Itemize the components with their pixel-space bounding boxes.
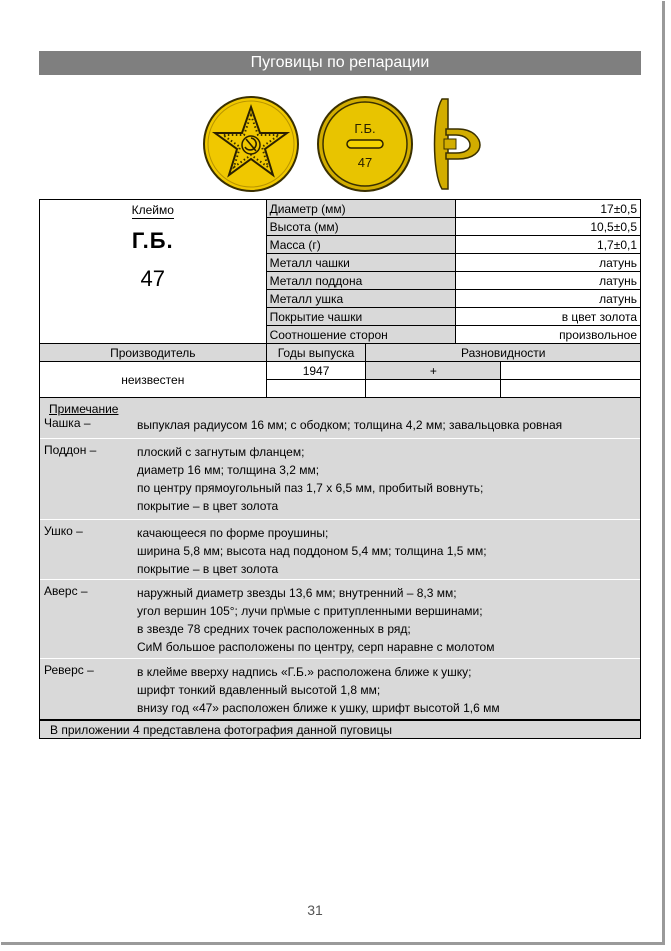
- spec-value: латунь: [456, 272, 641, 290]
- spec-value: латунь: [456, 290, 641, 308]
- notes-section: [39, 398, 641, 720]
- button-obverse-illustration: [201, 95, 303, 193]
- note-line: в клейме вверху надпись «Г.Б.» расположена ближе к ушку;: [137, 665, 472, 679]
- note-label: Чашка –: [44, 416, 91, 430]
- production-row: [40, 362, 641, 380]
- button-reverse-illustration: [317, 95, 415, 193]
- spec-name: Металл поддона: [266, 272, 456, 290]
- spec-value: 1,7±0,1: [456, 236, 641, 254]
- spec-name: Высота (мм): [266, 218, 456, 236]
- page-title: Пуговицы по репарации: [39, 51, 641, 75]
- spec-value: латунь: [456, 254, 641, 272]
- appendix-note: В приложении 4 представлена фотография данной пуговицы: [39, 720, 641, 739]
- empty-cell: [501, 380, 641, 398]
- note-lines: [137, 416, 562, 434]
- page-number: 31: [307, 902, 323, 918]
- note-obverse: [40, 579, 640, 658]
- note-lines: [137, 584, 494, 656]
- note-reverse: [40, 658, 640, 719]
- note-line: угол вершин 105°; лучи пр\мые с притупленными вершинами;: [137, 604, 483, 618]
- spec-name: Покрытие чашки: [266, 308, 456, 326]
- note-label: Ушко –: [44, 524, 83, 538]
- svg-text:47: 47: [357, 155, 373, 170]
- note-base: [40, 438, 640, 519]
- characteristics-table: [39, 199, 641, 398]
- spec-value: в цвет золота: [456, 308, 641, 326]
- notes-title: Примечание: [49, 402, 119, 416]
- mark-label: Клеймо: [131, 203, 174, 217]
- note-line: покрытие – в цвет золота: [137, 499, 279, 513]
- spec-name: Металл чашки: [266, 254, 456, 272]
- spec-name: Соотношение сторон: [266, 326, 456, 344]
- note-line: внизу год «47» расположен ближе к ушку, шрифт высотой 1,6 мм: [137, 701, 500, 715]
- variant-mark: +: [366, 362, 501, 380]
- note-line: шрифт тонкий вдавленный высотой 1,8 мм;: [137, 683, 381, 697]
- manufacturer-value: неизвестен: [40, 362, 267, 398]
- note-line: в звезде 78 средних точек расположенных в ряд;: [137, 622, 411, 636]
- years-header: Годы выпуска: [266, 344, 366, 362]
- note-label: Поддон –: [44, 443, 97, 457]
- empty-cell: [266, 380, 366, 398]
- note-line: качающееся по форме проушины;: [137, 526, 329, 540]
- svg-text:Г.Б.: Г.Б.: [354, 121, 376, 136]
- spec-name: Металл ушка: [266, 290, 456, 308]
- note-line: плоский с загнутым фланцем;: [137, 445, 305, 459]
- year-value: 1947: [266, 362, 366, 380]
- mark-cell: [40, 200, 267, 344]
- note-line: выпуклая радиусом 16 мм; с ободком; толщина 4,2 мм; завальцовка ровная: [137, 418, 563, 432]
- note-line: СиМ большое расположены по центру, серп наравне с молотом: [137, 640, 495, 654]
- spec-row: [40, 200, 641, 218]
- variant-empty-cell: [501, 362, 641, 380]
- mark-year: 47: [140, 266, 166, 291]
- shank-slot-icon: [347, 140, 383, 148]
- spec-value: произвольное: [456, 326, 641, 344]
- note-lines: [137, 663, 500, 717]
- spec-value: 10,5±0,5: [456, 218, 641, 236]
- button-side-profile-illustration: [428, 95, 484, 193]
- note-label: Реверс –: [44, 663, 94, 677]
- empty-cell: [366, 380, 501, 398]
- manufacturer-header: Производитель: [40, 344, 267, 362]
- spec-name: Масса (г): [266, 236, 456, 254]
- note-line: покрытие – в цвет золота: [137, 562, 279, 576]
- note-line: ширина 5,8 мм; высота над поддоном 5,4 мм; толщина 1,5 мм;: [137, 544, 487, 558]
- production-header-row: [40, 344, 641, 362]
- note-line: диаметр 16 мм; толщина 3,2 мм;: [137, 463, 320, 477]
- spec-name: Диаметр (мм): [266, 200, 456, 218]
- variants-header: Разновидности: [366, 344, 641, 362]
- note-shank: [40, 519, 640, 579]
- note-lines: [137, 524, 487, 578]
- note-label: Аверс –: [44, 584, 88, 598]
- note-lines: [137, 443, 483, 515]
- note-line: наружный диаметр звезды 13,6 мм; внутренний – 8,3 мм;: [137, 586, 457, 600]
- spec-value: 17±0,5: [456, 200, 641, 218]
- note-line: по центру прямоугольный паз 1,7 х 6,5 мм, пробитый вовнуть;: [137, 481, 484, 495]
- mark-text: Г.Б.: [131, 228, 174, 253]
